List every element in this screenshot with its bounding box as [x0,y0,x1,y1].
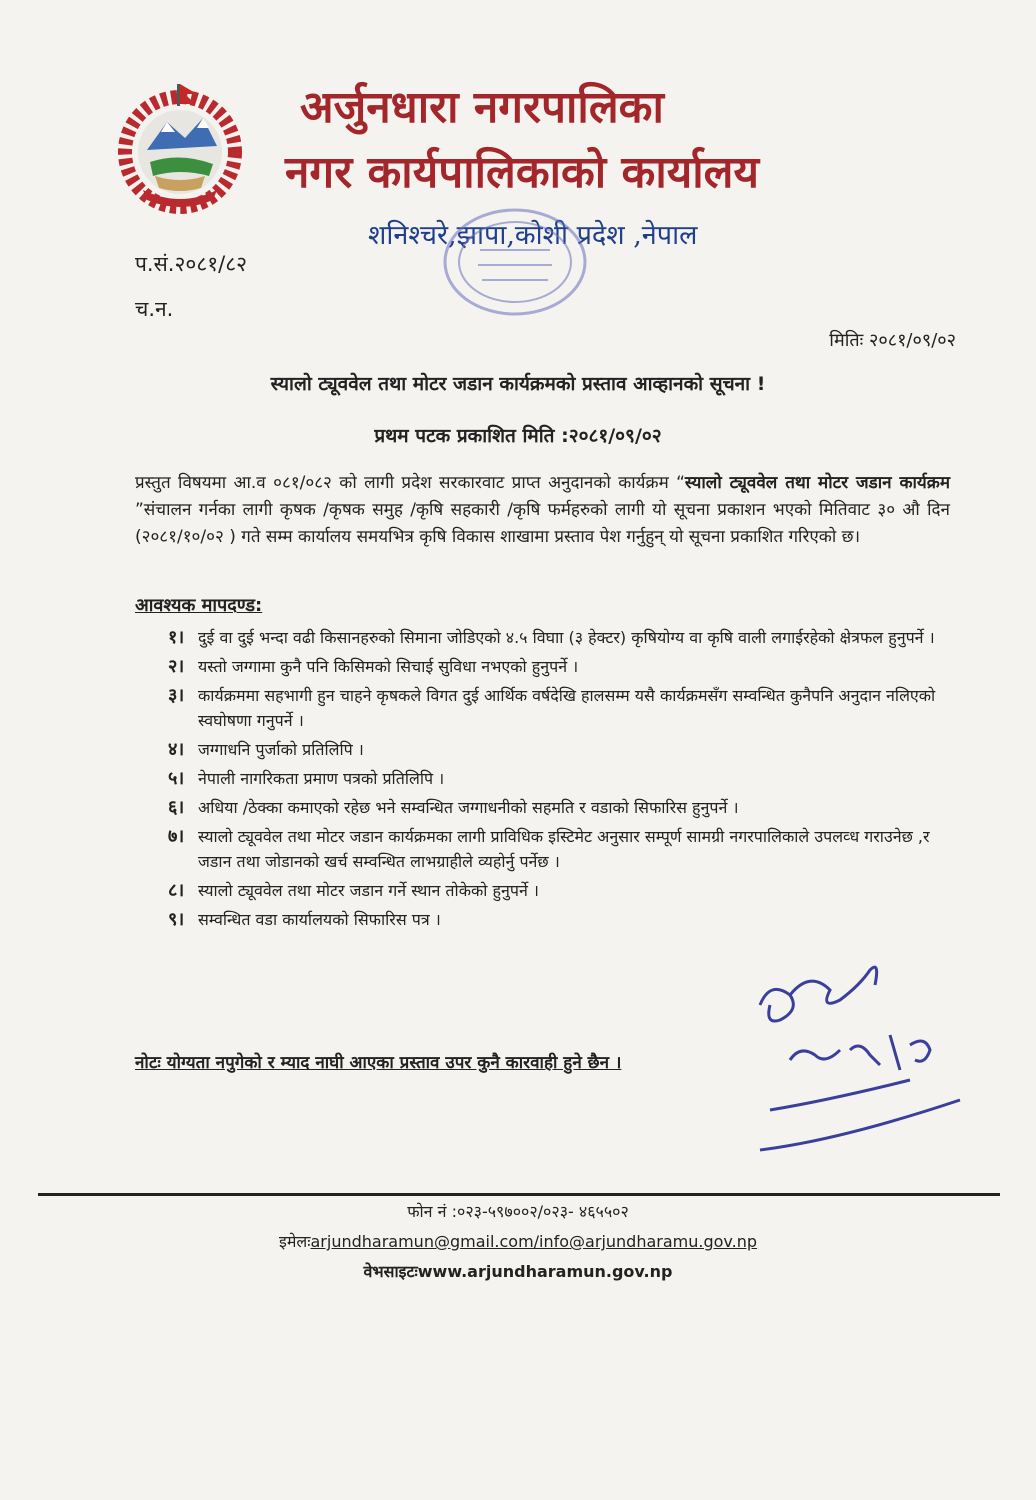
item-text: कार्यक्रममा सहभागी हुन चाहने कृषकले विगत दुई आर्थिक वर्षदेखि हालसम्म यसै कार्यक्रमसँग सम्वन्धित कुनैपनि अनुदान नलिएको स्वघोषणा गनुपर्ने । [198,686,936,730]
email-link[interactable]: arjundharamun@gmail.com/info@arjundharamu.gov.np [310,1232,758,1251]
email-label: इमेलः [278,1232,311,1251]
item-number: १। [168,627,185,648]
footer-phone: फोन नं :०२३-५९७००२/०२३- ४६५५०२ [407,1202,629,1221]
footer-website[interactable]: वेभसाइटःwww.arjundharamun.gov.np [363,1262,673,1281]
list-item [168,683,958,733]
item-text: सम्वन्धित वडा कार्यालयको सिफारिस पत्र । [198,910,441,929]
dispatch-number: च.न. [135,297,174,321]
item-number: ३। [168,685,185,706]
list-item [168,907,958,932]
list-item [168,766,958,791]
item-number: ७। [168,826,185,847]
office-address: शनिश्चरे,झापा,कोशी प्रदेश ,नेपाल [368,220,698,251]
item-text: नेपाली नागरिकता प्रमाण पत्रको प्रतिलिपि । [198,769,445,788]
notice-title: स्यालो ट्यूववेल तथा मोटर जडान कार्यक्रमको प्रस्ताव आव्हानको सूचना ! [270,373,766,395]
letter-date: मितिः २०८१/०९/०२ [829,330,956,351]
reference-number: प.सं.२०८१/८२ [135,252,248,276]
nepal-emblem-icon [105,80,255,215]
criteria-list [168,625,958,936]
item-text: स्यालो ट्यूववेल तथा मोटर जडान गर्ने स्थान तोकेको हुनुपर्ने । [198,881,539,900]
program-name: स्यालो ट्यूववेल तथा मोटर जडान कार्यक्रम [684,473,951,493]
list-item [168,625,958,650]
list-item [168,654,958,679]
municipality-name: अर्जुनधारा नगरपालिका [300,82,664,133]
office-name: नगर कार्यपालिकाको कार्यालय [285,147,759,198]
body-text-part2: ”संचालन गर्नका लागी कृषक /कृषक समुह /कृषि सहकारी /कृषि फर्महरुको लागी यो सूचना प्रकाशन भएको मितिवाट ३० औ दिन (२०८१/१०/०२ ) गते सम्म कार्यालय समयभित्र कृषि विकास शाखामा प्रस्ताव पेश गर्नुहुन् यो सूचना प्रकाशित गरिएको छ। [135,500,950,547]
item-text: जग्गाधनि पुर्जाको प्रतिलिपि । [198,740,364,759]
footer-email-line [0,1230,1036,1252]
list-item [168,824,958,874]
item-text: दुई वा दुई भन्दा वढी किसानहरुको सिमाना जोडिएको ४.५ विघाा (३ हेक्टर) कृषियोग्य वा कृषि वाली लगाईरहेको क्षेत्रफल हुनुपर्ने । [198,628,935,647]
notice-body [135,470,950,551]
item-number: २। [168,656,185,677]
item-text: अधिया /ठेक्का कमाएको रहेछ भने सम्वन्धित जग्गाधनीको सहमति र वडाको सिफारिस हुनुपर्ने । [198,798,739,817]
item-text: यस्तो जग्गामा कुनै पनि किसिमको सिचाई सुविधा नभएको हुनुपर्ने । [198,657,579,676]
footer-divider [38,1193,1000,1196]
list-item [168,878,958,903]
publication-date: प्रथम पटक प्रकाशित मिति :२०८१/०९/०२ [374,425,662,447]
note-text: नोटः योग्यता नपुगेको र म्याद नाघी आएका प्रस्ताव उपर कुनै कारवाही हुने छैन । [135,1053,622,1073]
item-number: ५। [168,768,185,789]
criteria-heading: आवश्यक मापदण्ड: [135,595,263,616]
signature-icon [730,950,980,1170]
item-number: ९। [168,909,185,930]
item-number: ६। [168,797,185,818]
list-item [168,795,958,820]
item-number: ८। [168,880,185,901]
list-item [168,737,958,762]
item-number: ४। [168,739,185,760]
office-stamp-icon [440,205,590,320]
item-text: स्यालो ट्यूववेल तथा मोटर जडान कार्यक्रमका लागी प्राविधिक इस्टिमेट अनुसार सम्पूर्ण सामग्री नगरपालिकाले उपलव्ध गराउनेछ ,र जडान तथा जोडानको खर्च सम्वन्धित लाभग्राहीले व्यहोर्नु पर्नेछ । [198,827,930,871]
body-text-part1: प्रस्तुत विषयमा आ.व ०८१/०८२ को लागी प्रदेश सरकारवाट प्राप्त अनुदानको कार्यक्रम “ [135,473,685,493]
